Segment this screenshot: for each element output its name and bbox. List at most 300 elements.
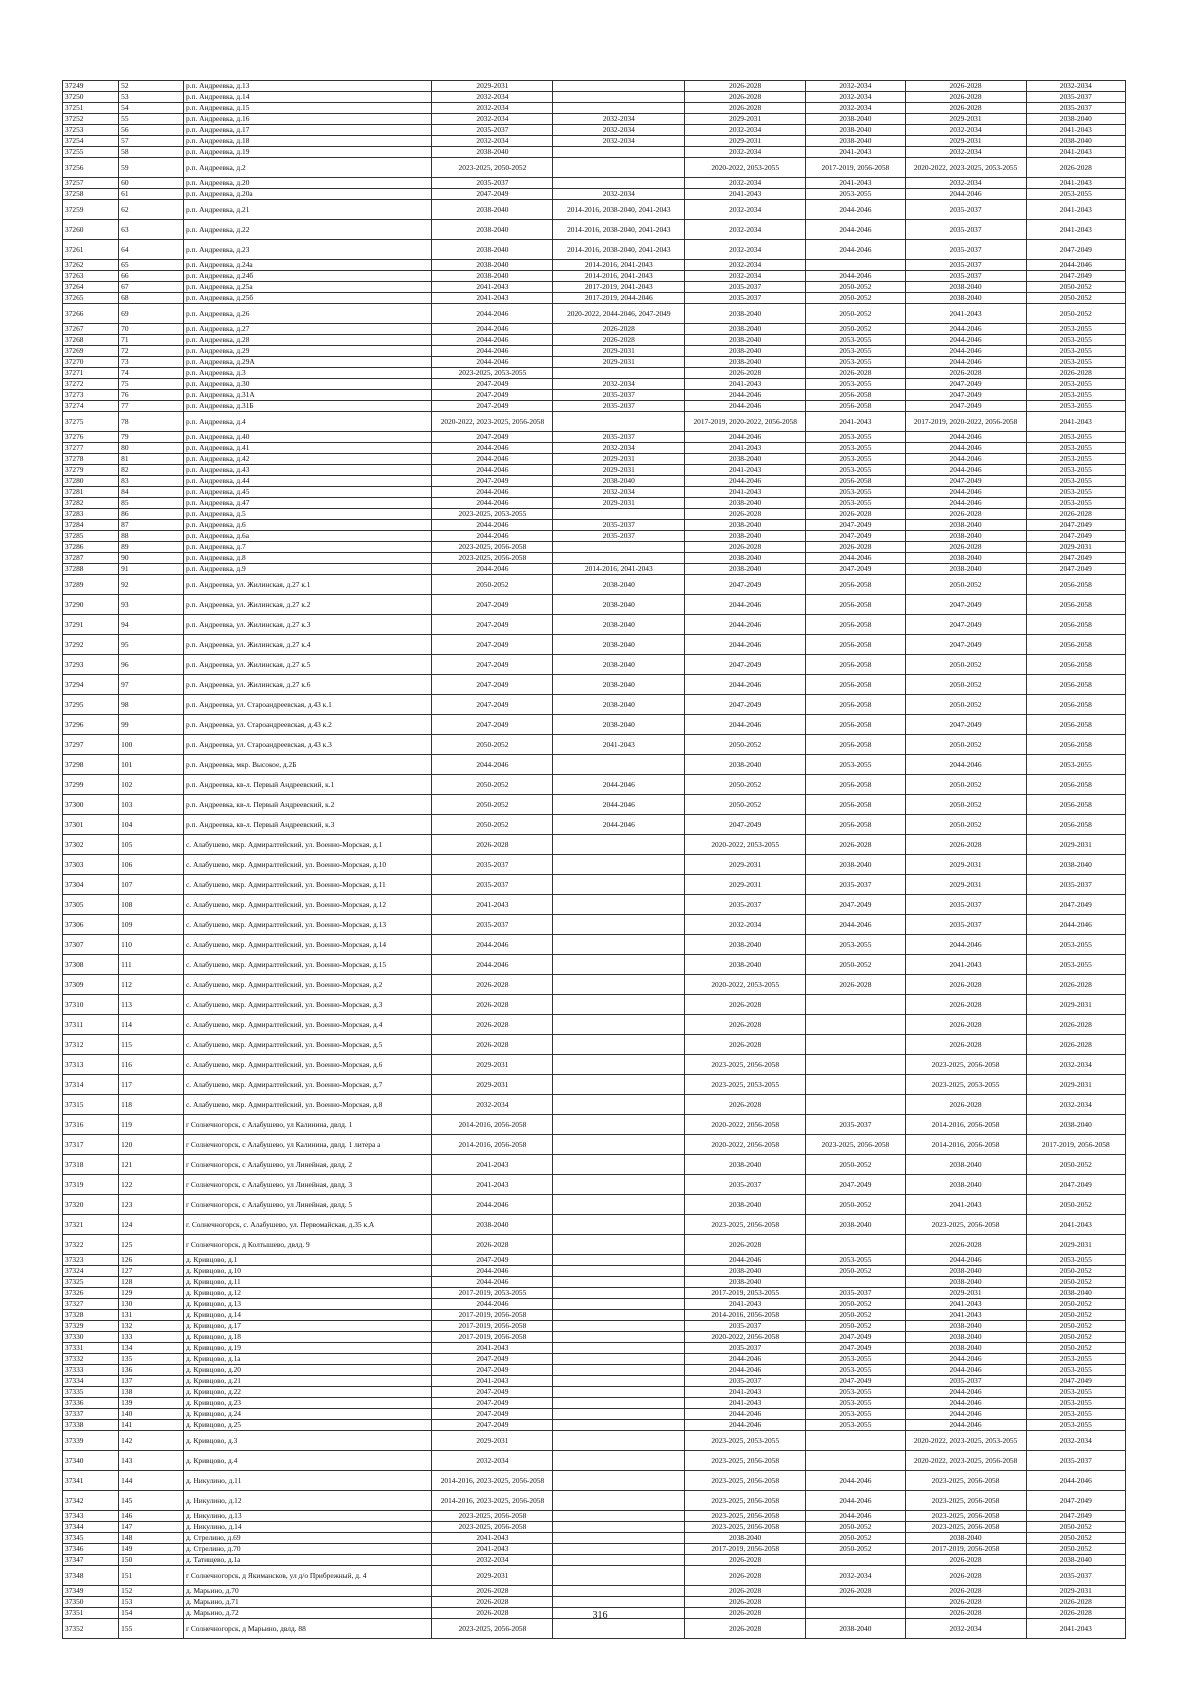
cell-period-4: 2041-2043 — [806, 178, 905, 189]
cell-period-5: 2020-2022, 2023-2025, 2053-2055 — [905, 158, 1026, 178]
cell-row-number: 75 — [119, 379, 184, 390]
cell-period-3: 2041-2043 — [685, 379, 806, 390]
cell-period-3: 2041-2043 — [685, 487, 806, 498]
cell-address: с. Алабушево, мкр. Адмиралтейский, ул. Военно-Морская, д.7 — [183, 1075, 431, 1095]
table-row — [63, 158, 1126, 178]
cell-row-number: 119 — [119, 1115, 184, 1135]
cell-period-6: 2032-2034 — [1026, 1055, 1125, 1075]
cell-period-4: 2056-2058 — [806, 815, 905, 835]
cell-period-2: 2035-2037 — [553, 432, 685, 443]
cell-row-number: 139 — [119, 1398, 184, 1409]
cell-period-6: 2038-2040 — [1026, 1288, 1125, 1299]
cell-address: д. Марьино, д.71 — [183, 1597, 431, 1608]
cell-row-number: 93 — [119, 595, 184, 615]
table-row — [63, 1035, 1126, 1055]
cell-address: д. Никулино, д.14 — [183, 1522, 431, 1533]
cell-period-2 — [553, 895, 685, 915]
cell-period-2 — [553, 1299, 685, 1310]
cell-record-id: 37314 — [63, 1075, 119, 1095]
cell-period-3: 2026-2028 — [685, 509, 806, 520]
cell-period-3: 2020-2022, 2056-2058 — [685, 1135, 806, 1155]
cell-period-1: 2035-2037 — [432, 178, 553, 189]
cell-period-1: 2041-2043 — [432, 282, 553, 293]
cell-record-id: 37339 — [63, 1431, 119, 1451]
cell-record-id: 37320 — [63, 1195, 119, 1215]
cell-record-id: 37294 — [63, 675, 119, 695]
cell-period-4: 2038-2040 — [806, 1619, 905, 1639]
cell-period-5: 2026-2028 — [905, 995, 1026, 1015]
cell-period-4: 2050-2052 — [806, 1266, 905, 1277]
cell-period-4 — [806, 1095, 905, 1115]
table-row — [63, 935, 1126, 955]
cell-period-4: 2053-2055 — [806, 379, 905, 390]
cell-address: р.п. Андреевка, д.28 — [183, 335, 431, 346]
cell-row-number: 86 — [119, 509, 184, 520]
cell-row-number: 78 — [119, 412, 184, 432]
cell-period-1: 2044-2046 — [432, 1266, 553, 1277]
cell-record-id: 37265 — [63, 293, 119, 304]
cell-period-3: 2023-2025, 2056-2058 — [685, 1451, 806, 1471]
cell-period-2 — [553, 1566, 685, 1586]
cell-period-1: 2026-2028 — [432, 1235, 553, 1255]
cell-record-id: 37315 — [63, 1095, 119, 1115]
cell-row-number: 70 — [119, 324, 184, 335]
cell-period-2: 2032-2034 — [553, 125, 685, 136]
cell-row-number: 81 — [119, 454, 184, 465]
cell-record-id: 37279 — [63, 465, 119, 476]
cell-period-1: 2047-2049 — [432, 1365, 553, 1376]
cell-period-4: 2053-2055 — [806, 1420, 905, 1431]
cell-period-1: 2047-2049 — [432, 655, 553, 675]
cell-address: р.п. Андреевка, д.16 — [183, 114, 431, 125]
cell-period-5: 2050-2052 — [905, 735, 1026, 755]
cell-period-2 — [553, 1277, 685, 1288]
cell-period-3: 2044-2046 — [685, 476, 806, 487]
cell-period-1: 2047-2049 — [432, 401, 553, 412]
cell-period-4: 2038-2040 — [806, 136, 905, 147]
cell-period-2: 2035-2037 — [553, 390, 685, 401]
cell-row-number: 90 — [119, 553, 184, 564]
cell-period-4: 2044-2046 — [806, 220, 905, 240]
cell-period-3: 2038-2040 — [685, 1533, 806, 1544]
cell-row-number: 108 — [119, 895, 184, 915]
cell-period-2 — [553, 1409, 685, 1420]
cell-row-number: 144 — [119, 1471, 184, 1491]
cell-period-4: 2053-2055 — [806, 335, 905, 346]
cell-period-3: 2041-2043 — [685, 1387, 806, 1398]
cell-row-number: 76 — [119, 390, 184, 401]
cell-period-1: 2044-2046 — [432, 335, 553, 346]
cell-period-4: 2053-2055 — [806, 1409, 905, 1420]
cell-period-6: 2026-2028 — [1026, 975, 1125, 995]
cell-address: р.п. Андреевка, д.7 — [183, 542, 431, 553]
cell-record-id: 37277 — [63, 443, 119, 454]
cell-row-number: 77 — [119, 401, 184, 412]
cell-record-id: 37335 — [63, 1387, 119, 1398]
cell-row-number: 112 — [119, 975, 184, 995]
cell-period-3: 2038-2040 — [685, 531, 806, 542]
cell-address: д. Кривцово, д.1а — [183, 1354, 431, 1365]
cell-period-2: 2044-2046 — [553, 815, 685, 835]
cell-period-3: 2029-2031 — [685, 114, 806, 125]
cell-period-1: 2047-2049 — [432, 1398, 553, 1409]
cell-record-id: 37301 — [63, 815, 119, 835]
cell-period-5: 2014-2016, 2056-2058 — [905, 1115, 1026, 1135]
cell-period-4: 2041-2043 — [806, 147, 905, 158]
cell-address: р.п. Андреевка, ул. Староандреевская, д.43 к.2 — [183, 715, 431, 735]
cell-row-number: 154 — [119, 1608, 184, 1619]
cell-period-3: 2032-2034 — [685, 147, 806, 158]
cell-period-6: 2035-2037 — [1026, 92, 1125, 103]
cell-period-5: 2026-2028 — [905, 103, 1026, 114]
cell-period-1: 2047-2049 — [432, 476, 553, 487]
cell-period-2: 2032-2034 — [553, 379, 685, 390]
cell-period-1: 2047-2049 — [432, 615, 553, 635]
cell-address: с. Алабушево, мкр. Адмиралтейский, ул. Военно-Морская, д.3 — [183, 995, 431, 1015]
cell-period-2 — [553, 1586, 685, 1597]
cell-period-4: 2053-2055 — [806, 189, 905, 200]
cell-period-2: 2026-2028 — [553, 335, 685, 346]
cell-period-2: 2038-2040 — [553, 575, 685, 595]
cell-record-id: 37287 — [63, 553, 119, 564]
cell-record-id: 37338 — [63, 1420, 119, 1431]
cell-period-3: 2038-2040 — [685, 520, 806, 531]
cell-record-id: 37251 — [63, 103, 119, 114]
cell-period-4: 2047-2049 — [806, 1332, 905, 1343]
cell-address: д. Кривцово, д.21 — [183, 1376, 431, 1387]
cell-period-4: 2050-2052 — [806, 293, 905, 304]
cell-period-6: 2038-2040 — [1026, 114, 1125, 125]
cell-period-4 — [806, 1597, 905, 1608]
cell-period-5: 2029-2031 — [905, 855, 1026, 875]
table-row — [63, 1555, 1126, 1566]
cell-row-number: 67 — [119, 282, 184, 293]
cell-period-5: 2038-2040 — [905, 1277, 1026, 1288]
cell-period-3: 2032-2034 — [685, 200, 806, 220]
cell-period-5: 2035-2037 — [905, 271, 1026, 282]
cell-address: р.п. Андреевка, д.5 — [183, 509, 431, 520]
cell-period-6: 2035-2037 — [1026, 875, 1125, 895]
cell-address: д. Стрелино, д.70 — [183, 1544, 431, 1555]
cell-period-2 — [553, 178, 685, 189]
cell-record-id: 37295 — [63, 695, 119, 715]
cell-period-5: 2050-2052 — [905, 695, 1026, 715]
cell-row-number: 122 — [119, 1175, 184, 1195]
cell-record-id: 37306 — [63, 915, 119, 935]
cell-period-3: 2032-2034 — [685, 271, 806, 282]
cell-period-4: 2047-2049 — [806, 1175, 905, 1195]
cell-record-id: 37260 — [63, 220, 119, 240]
cell-address: д. Никулино, д.11 — [183, 1471, 431, 1491]
cell-period-4: 2053-2055 — [806, 346, 905, 357]
cell-period-6: 2053-2055 — [1026, 390, 1125, 401]
cell-period-2 — [553, 1420, 685, 1431]
cell-period-1: 2038-2040 — [432, 271, 553, 282]
cell-record-id: 37275 — [63, 412, 119, 432]
cell-address: р.п. Андреевка, д.26 — [183, 304, 431, 324]
cell-period-1: 2044-2046 — [432, 755, 553, 775]
cell-period-1: 2017-2019, 2053-2055 — [432, 1288, 553, 1299]
table-row — [63, 1277, 1126, 1288]
table-row — [63, 465, 1126, 476]
cell-row-number: 117 — [119, 1075, 184, 1095]
cell-period-3: 2032-2034 — [685, 915, 806, 935]
cell-period-6: 2053-2055 — [1026, 955, 1125, 975]
cell-period-1: 2032-2034 — [432, 114, 553, 125]
cell-address: р.п. Андреевка, д.30 — [183, 379, 431, 390]
cell-period-3: 2026-2028 — [685, 1619, 806, 1639]
cell-period-2 — [553, 1175, 685, 1195]
cell-period-1: 2047-2049 — [432, 715, 553, 735]
cell-record-id: 37292 — [63, 635, 119, 655]
cell-record-id: 37250 — [63, 92, 119, 103]
cell-period-3: 2023-2025, 2053-2055 — [685, 1075, 806, 1095]
cell-row-number: 91 — [119, 564, 184, 575]
cell-period-2 — [553, 1376, 685, 1387]
cell-period-4: 2053-2055 — [806, 1398, 905, 1409]
cell-period-5: 2050-2052 — [905, 775, 1026, 795]
table-row — [63, 1055, 1126, 1075]
cell-record-id: 37304 — [63, 875, 119, 895]
cell-period-1: 2041-2043 — [432, 1376, 553, 1387]
table-row — [63, 1544, 1126, 1555]
table-row — [63, 1354, 1126, 1365]
cell-period-3: 2038-2040 — [685, 1155, 806, 1175]
cell-row-number: 105 — [119, 835, 184, 855]
cell-row-number: 84 — [119, 487, 184, 498]
table-row — [63, 335, 1126, 346]
cell-address: р.п. Андреевка, кв-л. Первый Андреевский, к.1 — [183, 775, 431, 795]
cell-period-3: 2035-2037 — [685, 1376, 806, 1387]
cell-address: р.п. Андреевка, д.19 — [183, 147, 431, 158]
table-row — [63, 432, 1126, 443]
cell-period-3: 2026-2028 — [685, 1235, 806, 1255]
cell-period-2 — [553, 1155, 685, 1175]
table-row — [63, 795, 1126, 815]
cell-period-6: 2050-2052 — [1026, 1533, 1125, 1544]
cell-record-id: 37329 — [63, 1321, 119, 1332]
cell-period-1: 2023-2025, 2053-2055 — [432, 509, 553, 520]
cell-period-5: 2041-2043 — [905, 1299, 1026, 1310]
cell-period-5: 2044-2046 — [905, 1365, 1026, 1376]
cell-address: г Солнечногорск, с Алабушево, ул Линейная, двлд. 2 — [183, 1155, 431, 1175]
cell-period-1: 2047-2049 — [432, 189, 553, 200]
cell-address: р.п. Андреевка, д.24б — [183, 271, 431, 282]
cell-period-6: 2044-2046 — [1026, 260, 1125, 271]
cell-address: д. Кривцово, д.4 — [183, 1451, 431, 1471]
cell-address: р.п. Андреевка, мкр. Высокое, д.2Б — [183, 755, 431, 775]
cell-period-6: 2053-2055 — [1026, 487, 1125, 498]
table-row — [63, 509, 1126, 520]
table-row — [63, 1155, 1126, 1175]
cell-record-id: 37327 — [63, 1299, 119, 1310]
cell-period-3: 2044-2046 — [685, 401, 806, 412]
cell-period-4: 2050-2052 — [806, 282, 905, 293]
cell-period-4: 2026-2028 — [806, 1586, 905, 1597]
cell-period-1: 2044-2046 — [432, 465, 553, 476]
cell-record-id: 37271 — [63, 368, 119, 379]
cell-record-id: 37289 — [63, 575, 119, 595]
table-row — [63, 895, 1126, 915]
table-row — [63, 755, 1126, 775]
cell-period-6: 2056-2058 — [1026, 615, 1125, 635]
cell-period-6: 2041-2043 — [1026, 200, 1125, 220]
cell-record-id: 37336 — [63, 1398, 119, 1409]
cell-period-6: 2053-2055 — [1026, 1354, 1125, 1365]
cell-period-4: 2017-2019, 2056-2058 — [806, 158, 905, 178]
cell-period-6: 2053-2055 — [1026, 189, 1125, 200]
cell-period-2 — [553, 81, 685, 92]
cell-period-5: 2032-2034 — [905, 1619, 1026, 1639]
cell-row-number: 142 — [119, 1431, 184, 1451]
cell-record-id: 37257 — [63, 178, 119, 189]
cell-period-2 — [553, 1095, 685, 1115]
cell-period-4: 2053-2055 — [806, 487, 905, 498]
cell-period-6: 2053-2055 — [1026, 1255, 1125, 1266]
cell-period-1: 2041-2043 — [432, 1175, 553, 1195]
cell-period-6: 2047-2049 — [1026, 564, 1125, 575]
cell-address: р.п. Андреевка, кв-л. Первый Андреевский, к.2 — [183, 795, 431, 815]
cell-period-3: 2035-2037 — [685, 1343, 806, 1354]
cell-period-2 — [553, 1235, 685, 1255]
cell-period-1: 2047-2049 — [432, 432, 553, 443]
cell-period-5: 2044-2046 — [905, 1387, 1026, 1398]
cell-row-number: 147 — [119, 1522, 184, 1533]
cell-period-4: 2053-2055 — [806, 357, 905, 368]
cell-period-1: 2044-2046 — [432, 1277, 553, 1288]
cell-period-6: 2050-2052 — [1026, 1544, 1125, 1555]
cell-period-3: 2038-2040 — [685, 324, 806, 335]
cell-period-6: 2041-2043 — [1026, 125, 1125, 136]
cell-period-6: 2047-2049 — [1026, 1175, 1125, 1195]
cell-period-1: 2041-2043 — [432, 1533, 553, 1544]
table-row — [63, 125, 1126, 136]
cell-address: с. Алабушево, мкр. Адмиралтейский, ул. Военно-Морская, д.2 — [183, 975, 431, 995]
cell-period-2 — [553, 1451, 685, 1471]
table-row — [63, 220, 1126, 240]
cell-period-6: 2053-2055 — [1026, 379, 1125, 390]
cell-period-1: 2050-2052 — [432, 735, 553, 755]
cell-record-id: 37286 — [63, 542, 119, 553]
cell-record-id: 37272 — [63, 379, 119, 390]
cell-period-1: 2047-2049 — [432, 675, 553, 695]
cell-address: р.п. Андреевка, д.17 — [183, 125, 431, 136]
cell-period-1: 2044-2046 — [432, 304, 553, 324]
cell-period-6: 2035-2037 — [1026, 1566, 1125, 1586]
table-row — [63, 304, 1126, 324]
cell-period-3: 2023-2025, 2056-2058 — [685, 1491, 806, 1511]
table-row — [63, 368, 1126, 379]
cell-record-id: 37285 — [63, 531, 119, 542]
cell-period-6: 2035-2037 — [1026, 103, 1125, 114]
cell-period-5: 2044-2046 — [905, 454, 1026, 465]
cell-row-number: 143 — [119, 1451, 184, 1471]
cell-row-number: 155 — [119, 1619, 184, 1639]
cell-address: д. Марьино, д.70 — [183, 1586, 431, 1597]
cell-row-number: 62 — [119, 200, 184, 220]
cell-period-2 — [553, 1115, 685, 1135]
cell-period-6: 2041-2043 — [1026, 412, 1125, 432]
cell-period-3: 2047-2049 — [685, 655, 806, 675]
cell-period-6: 2050-2052 — [1026, 304, 1125, 324]
cell-row-number: 145 — [119, 1491, 184, 1511]
cell-period-1: 2017-2019, 2056-2058 — [432, 1332, 553, 1343]
cell-period-2: 2035-2037 — [553, 401, 685, 412]
cell-period-3: 2035-2037 — [685, 282, 806, 293]
table-row — [63, 875, 1126, 895]
cell-period-3: 2041-2043 — [685, 465, 806, 476]
cell-period-4 — [806, 1235, 905, 1255]
cell-period-2 — [553, 1533, 685, 1544]
cell-row-number: 94 — [119, 615, 184, 635]
cell-address: р.п. Андреевка, ул. Жилинская, д.27 к.6 — [183, 675, 431, 695]
cell-address: р.п. Андреевка, ул. Староандреевская, д.43 к.1 — [183, 695, 431, 715]
cell-address: д. Кривцово, д.1 — [183, 1255, 431, 1266]
cell-period-4: 2038-2040 — [806, 855, 905, 875]
cell-period-4 — [806, 1277, 905, 1288]
cell-period-5: 2044-2046 — [905, 189, 1026, 200]
cell-row-number: 96 — [119, 655, 184, 675]
cell-period-3: 2044-2046 — [685, 1409, 806, 1420]
table-row — [63, 675, 1126, 695]
cell-period-1: 2047-2049 — [432, 1255, 553, 1266]
cell-period-3: 2026-2028 — [685, 1586, 806, 1597]
cell-period-6: 2050-2052 — [1026, 1195, 1125, 1215]
cell-period-2 — [553, 1035, 685, 1055]
table-row — [63, 1310, 1126, 1321]
cell-row-number: 110 — [119, 935, 184, 955]
cell-period-1: 2038-2040 — [432, 200, 553, 220]
cell-period-4: 2056-2058 — [806, 476, 905, 487]
table-row — [63, 1095, 1126, 1115]
cell-period-2 — [553, 1015, 685, 1035]
table-row — [63, 531, 1126, 542]
cell-record-id: 37296 — [63, 715, 119, 735]
cell-period-4: 2047-2049 — [806, 1343, 905, 1354]
cell-row-number: 71 — [119, 335, 184, 346]
cell-period-2 — [553, 509, 685, 520]
cell-period-2 — [553, 975, 685, 995]
cell-period-1: 2029-2031 — [432, 1566, 553, 1586]
cell-period-6: 2053-2055 — [1026, 1387, 1125, 1398]
cell-period-3: 2026-2028 — [685, 1015, 806, 1035]
cell-period-2: 2038-2040 — [553, 635, 685, 655]
cell-record-id: 37253 — [63, 125, 119, 136]
cell-period-1: 2044-2046 — [432, 487, 553, 498]
cell-period-6: 2053-2055 — [1026, 324, 1125, 335]
cell-address: д. Никулино, д.13 — [183, 1511, 431, 1522]
cell-period-2: 2041-2043 — [553, 735, 685, 755]
cell-period-6: 2026-2028 — [1026, 1015, 1125, 1035]
cell-period-4: 2044-2046 — [806, 271, 905, 282]
cell-period-6: 2029-2031 — [1026, 1075, 1125, 1095]
cell-period-2 — [553, 1195, 685, 1215]
cell-period-4: 2056-2058 — [806, 635, 905, 655]
cell-period-4: 2053-2055 — [806, 1255, 905, 1266]
cell-period-1: 2020-2022, 2023-2025, 2056-2058 — [432, 412, 553, 432]
table-row — [63, 975, 1126, 995]
cell-period-3: 2020-2022, 2056-2058 — [685, 1332, 806, 1343]
cell-period-5: 2038-2040 — [905, 1266, 1026, 1277]
cell-period-3: 2026-2028 — [685, 81, 806, 92]
table-row — [63, 1566, 1126, 1586]
cell-period-3: 2032-2034 — [685, 240, 806, 260]
cell-record-id: 37340 — [63, 1451, 119, 1471]
cell-address: с. Алабушево, мкр. Адмиралтейский, ул. Военно-Морская, д.8 — [183, 1095, 431, 1115]
table-row — [63, 1215, 1126, 1235]
cell-period-5: 2035-2037 — [905, 895, 1026, 915]
table-row — [63, 1255, 1126, 1266]
